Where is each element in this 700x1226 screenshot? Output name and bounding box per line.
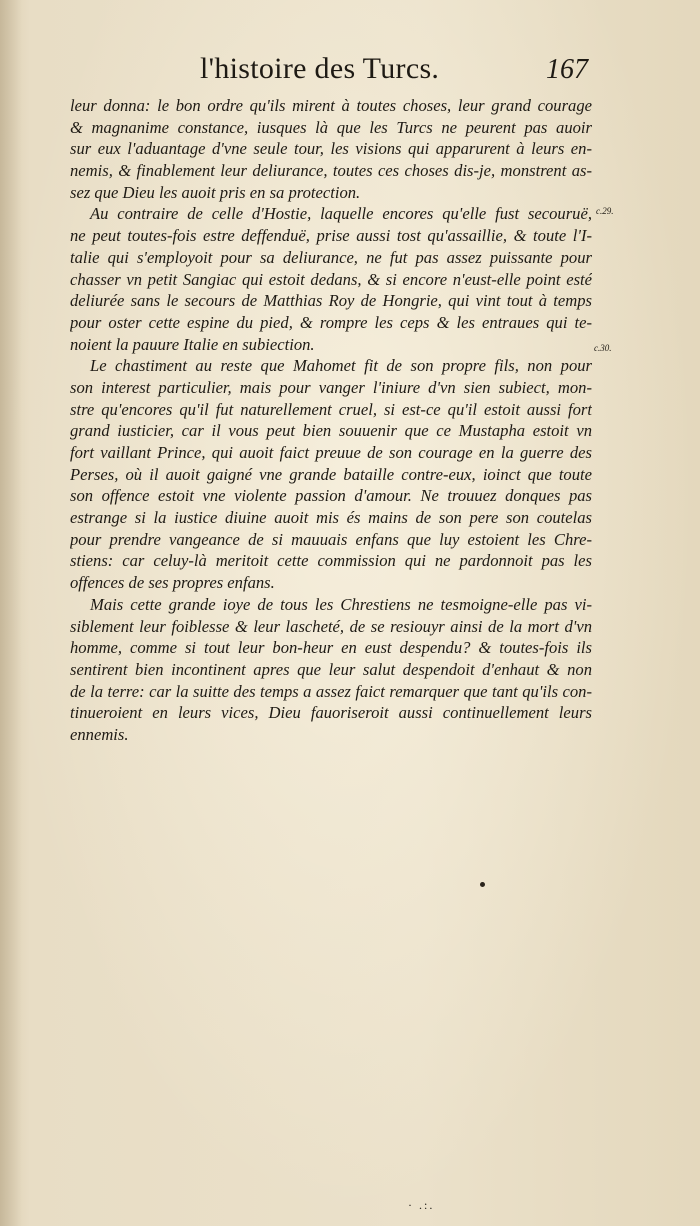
text-line: noient la pauure Italie en subiection. — [70, 334, 315, 354]
text-line: Au contraire de celle d'Hostie, laquelle encores qu'elle fust secouruë, — [90, 204, 592, 224]
text-line: stre qu'encores qu'il fut naturellement cruel, si est-ce qu'il estoit aussi fort — [70, 399, 592, 419]
text-line: tinueroient en leurs vices, Dieu fauoriseroit aussi continuellement leurs — [70, 703, 592, 723]
text-line: pour oster cette espine du pied, & rompre les ceps & les entraues qui te- — [70, 312, 592, 332]
text-line: & magnanime constance, iusques là que les Turcs ne peurent pas auoir — [70, 117, 592, 137]
text-line: nemis, & finablement leur deliurance, toutes ces choses dis-je, monstrent as- — [70, 161, 592, 181]
ink-spot — [480, 882, 485, 887]
running-title: l'histoire des Turcs. — [200, 52, 440, 85]
text-line: offences de ses propres enfans. — [70, 573, 275, 593]
body-text — [70, 95, 592, 746]
text-line: sentirent bien incontinent apres que leur salut despendoit d'enhaut & non — [70, 659, 592, 679]
text-line: Perses, où il auoit gaigné vne grande bataille contre-eux, ioinct que toute — [70, 464, 592, 484]
text-line: deliurée sans le secours de Matthias Roy de Hongrie, qui vint tout à temps — [70, 291, 592, 311]
text-line: de la terre: car la suitte des temps a assez faict remarquer que tant qu'ils con- — [70, 681, 592, 701]
text-line: son offence estoit vne violente passion d'amour. Ne trouuez donques pas — [70, 486, 592, 506]
text-line: sez que Dieu les auoit pris en sa protection. — [70, 182, 361, 202]
text-line: talie qui s'employoit pour sa deliurance, ne fut pas assez puissante pour — [70, 247, 592, 267]
text-line: leur donna: le bon ordre qu'ils mirent à toutes choses, leur grand courage — [70, 96, 592, 115]
text-line: Le chastiment au reste que Mahomet fit de son propre fils, non pour — [90, 356, 592, 376]
text-line: chasser vn petit Sangiac qui estoit dedans, & si encore n'eust-elle point esté — [70, 269, 592, 289]
text-line: ennemis. — [70, 724, 129, 744]
text-line: Mais cette grande ioye de tous les Chrestiens ne tesmoigne-elle pas vi- — [90, 594, 592, 614]
text-line: fort vaillant Prince, qui auoit faict preuue de son courage en la guerre des — [70, 443, 592, 462]
text-line: siblement leur foiblesse & leur lascheté, de se resiouyr ainsi de la mort d'vn — [70, 616, 592, 636]
text-line: estrange si la iustice diuine auoit mis és mains de son pere son coutelas — [70, 508, 592, 528]
text-line: homme, comme si tout leur bon-heur en eust despendu? & toutes-fois ils — [70, 638, 592, 658]
text-line: stiens: car celuy-là meritoit cette commission qui ne pardonnoit pas les — [70, 551, 592, 571]
text-line: pour prendre vangeance de si mauuais enfans que luy estoient les Chre- — [70, 529, 592, 549]
page-number: 167 — [546, 54, 588, 85]
text-line: sur eux l'aduantage d'vne seule tour, les visions qui apparurent à leurs en- — [70, 139, 592, 159]
text-line: grand iusticier, car il vous peut bien souuenir que ce Mustapha estoit vn — [70, 421, 592, 441]
margin-note-c30: c.30. — [594, 343, 612, 353]
text-line: ne peut toutes-fois estre deffenduë, prise aussi tost qu'assaillie, & toute l'I- — [70, 226, 592, 246]
margin-note-c29: c.29. — [596, 206, 614, 216]
gutter-shadow — [0, 0, 22, 1226]
footer-marks: · .:. — [408, 1198, 435, 1212]
text-line: son interest particulier, mais pour vanger l'iniure d'vn sien subiect, mon- — [70, 377, 592, 397]
